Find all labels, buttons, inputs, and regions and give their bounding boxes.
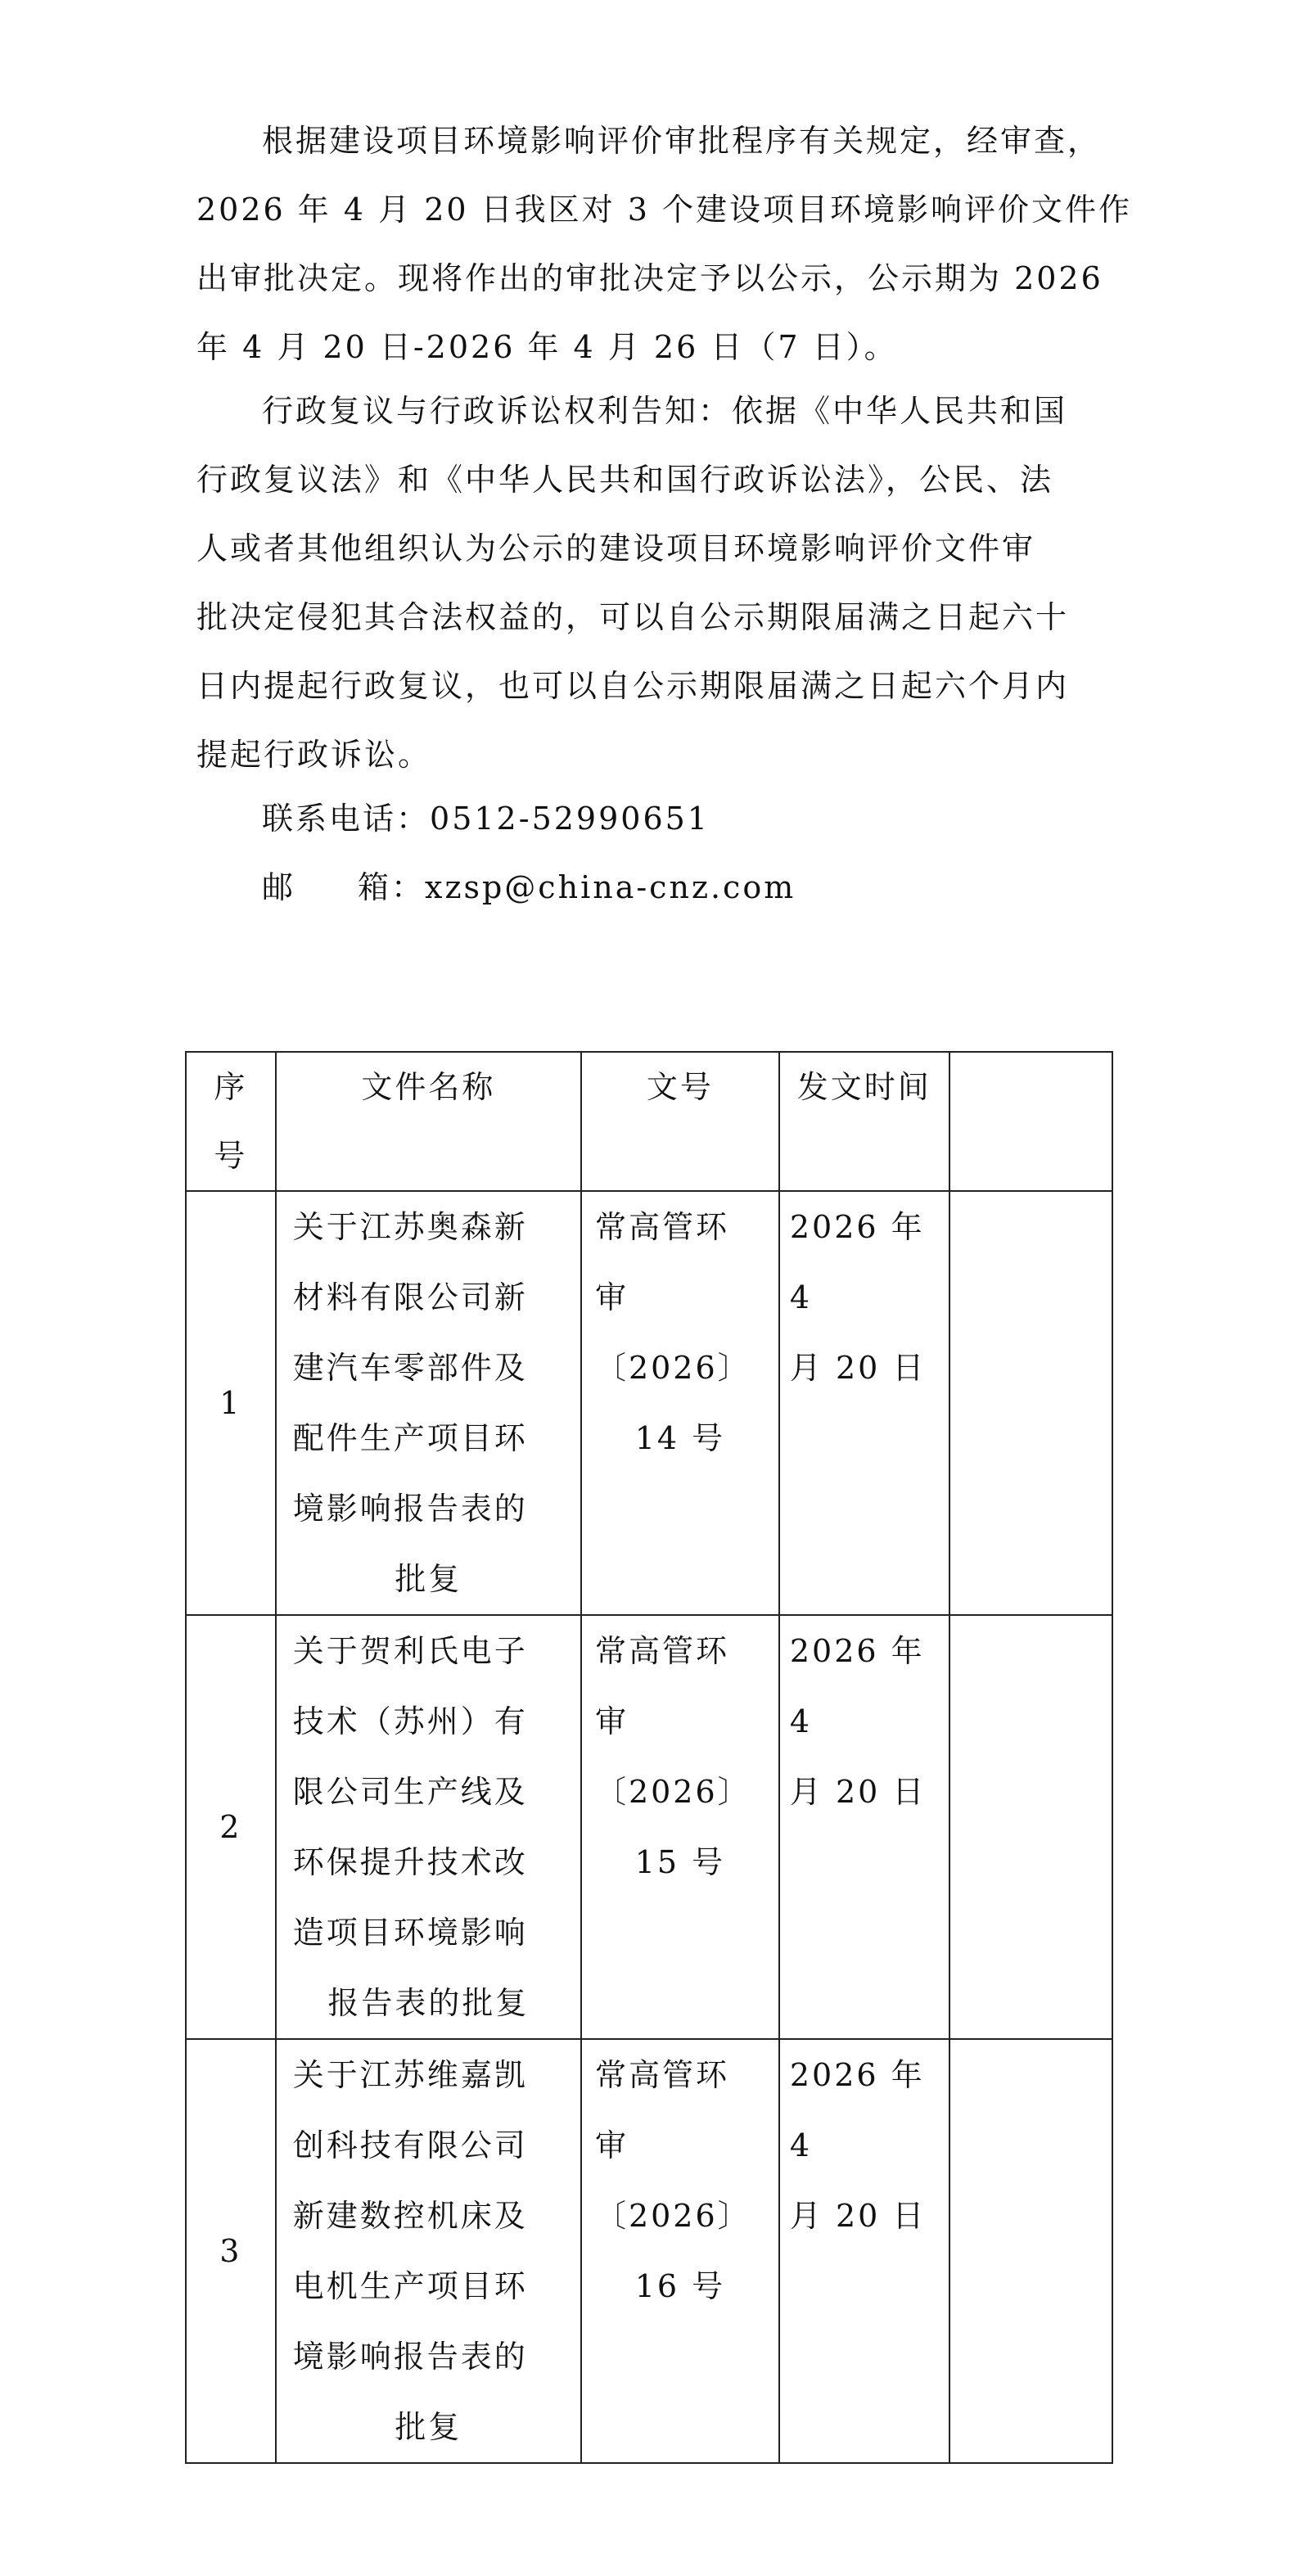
- text-line: 2026 年 4 月 20 日我区对 3 个建设项目环境影响评价文件作: [196, 192, 1132, 228]
- row-seq: 1: [186, 1191, 276, 1615]
- text-line: 批决定侵犯其合法权益的，可以自公示期限届满之日起六十: [196, 599, 1070, 635]
- text-line: 人或者其他组织认为公示的建设项目环境影响评价文件审: [196, 530, 1036, 566]
- row-issue-date: 2026 年 4 月 20 日: [779, 1615, 949, 2039]
- row-extra: [949, 1191, 1112, 1615]
- row-doc-number: 常高管环 审〔2026〕 15 号: [581, 1615, 779, 2039]
- header-extra: [949, 1052, 1112, 1191]
- contact-email-line: [196, 853, 1113, 922]
- email-address: xzsp@china-cnz.com: [425, 869, 796, 905]
- text-line: 年 4 月 20 日-2026 年 4 月 26 日（7 日）。: [196, 329, 898, 365]
- approval-notice-paragraph: [196, 106, 1132, 381]
- row-seq: 2: [186, 1615, 276, 2039]
- row-file-name: 关于江苏维嘉凯 创科技有限公司 新建数控机床及 电机生产项目环 境影响报告表的 批复: [276, 2039, 581, 2463]
- approval-documents-table: [185, 1051, 1113, 2464]
- header-seq: 序 号: [186, 1052, 276, 1191]
- row-issue-date: 2026 年 4 月 20 日: [779, 1191, 949, 1615]
- header-file-name: 文件名称: [276, 1052, 581, 1191]
- text-line: 出审批决定。现将作出的审批决定予以公示，公示期为 2026: [196, 260, 1103, 296]
- row-file-name: 关于江苏奥森新 材料有限公司新 建汽车零部件及 配件生产项目环 境影响报告表的 批复: [276, 1191, 581, 1615]
- row-doc-number: 常高管环 审〔2026〕 14 号: [581, 1191, 779, 1615]
- email-label-part2: 箱：: [358, 869, 426, 905]
- email-label-part1: 邮: [262, 869, 296, 905]
- row-doc-number: 常高管环 审〔2026〕 16 号: [581, 2039, 779, 2463]
- text-line: 行政复议法》和《中华人民共和国行政诉讼法》，公民、法: [196, 462, 1054, 498]
- table-row: [186, 1615, 1112, 2039]
- table-header-row: [186, 1052, 1112, 1191]
- text-line: 根据建设项目环境影响评价审批程序有关规定，经审查，: [262, 123, 1102, 159]
- table-row: [186, 1191, 1112, 1615]
- contact-phone-line: [196, 784, 1113, 853]
- row-issue-date: 2026 年 4 月 20 日: [779, 2039, 949, 2463]
- header-doc-number: 文号: [581, 1052, 779, 1191]
- row-extra: [949, 2039, 1112, 2463]
- text-line: 行政复议与行政诉讼权利告知：依据《中华人民共和国: [262, 393, 1068, 429]
- phone-number: 0512-52990651: [430, 801, 710, 837]
- header-issue-date: 发文时间: [779, 1052, 949, 1191]
- table-row: [186, 2039, 1112, 2463]
- text-line: 提起行政诉讼。: [196, 737, 432, 773]
- phone-label: 联系电话：: [262, 801, 431, 837]
- row-file-name: 关于贺利氏电子 技术（苏州）有 限公司生产线及 环保提升技术改 造项目环境影响 报告表的批复: [276, 1615, 581, 2039]
- row-extra: [949, 1615, 1112, 2039]
- text-line: 日内提起行政复议，也可以自公示期限届满之日起六个月内: [196, 668, 1070, 704]
- row-seq: 3: [186, 2039, 276, 2463]
- legal-rights-paragraph: [196, 377, 1113, 789]
